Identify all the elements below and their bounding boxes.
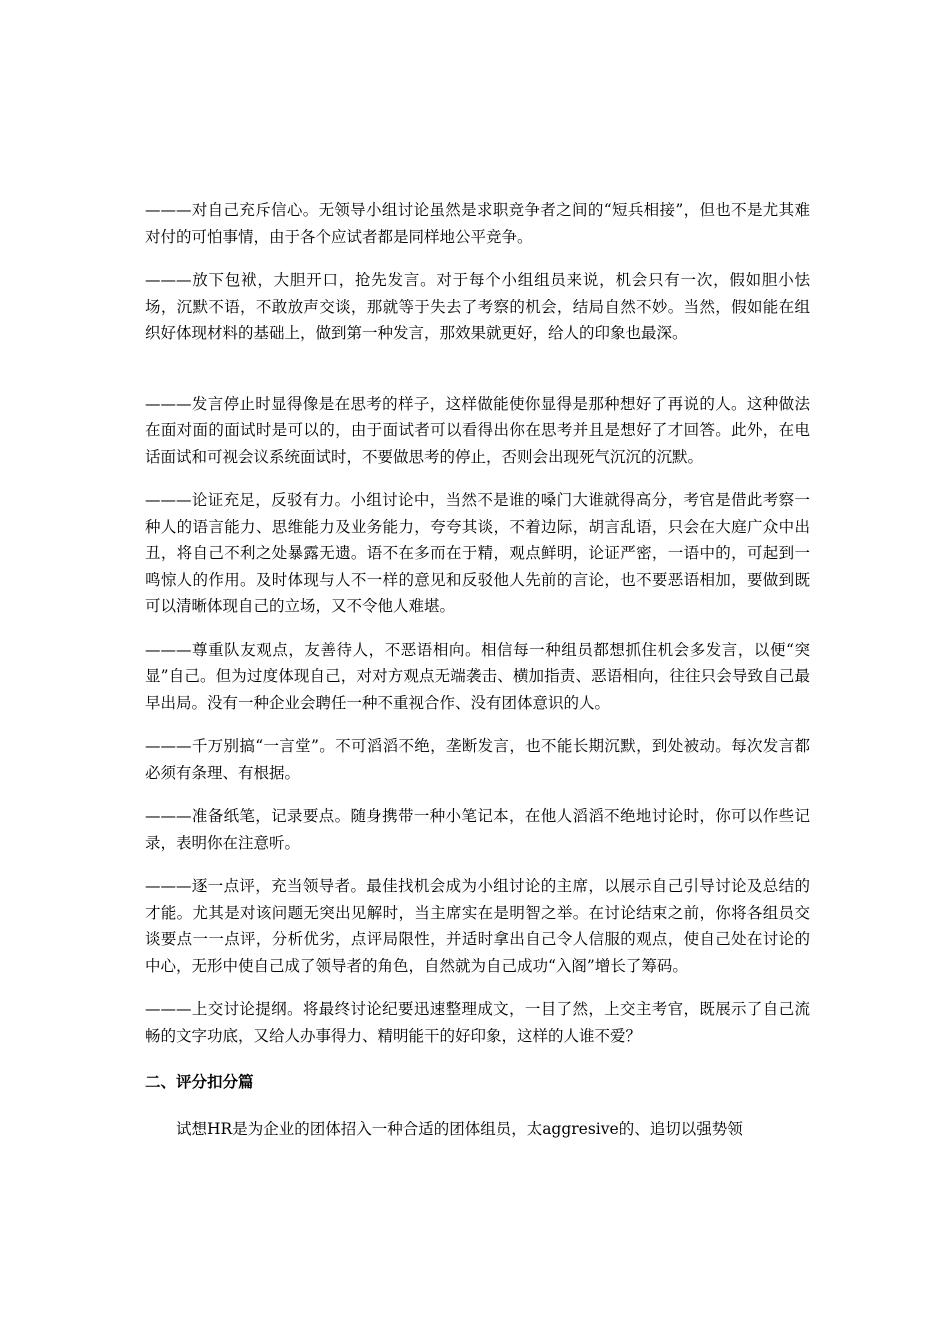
paragraph-respect-teammates: ———尊重队友观点，友善待人，不恶语相向。相信每一种组员都想抓住机会多发言，以便“突显”自己。但为过度体现自己，对对方观点无端袭击、横加指责、恶语相向，往往只会导致自己最早出局。没有一种企业会聘任一种不重视合作、没有团体意识的人。 <box>145 640 810 712</box>
paragraph-speak-first: ———放下包袱，大胆开口，抢先发言。对于每个小组组员来说，机会只有一次，假如胆小怯场，沉默不语，不敢放声交谈，那就等于失去了考察的机会，结局自然不妙。当然，假如能在组织好体现材料的基础上，做到第一种发言，那效果就更好，给人的印象也最深。 <box>145 271 810 342</box>
intro-paragraph: 试想HR是为企业的团体招入一种合适的团体组员，太aggresive的、追切以强势领 <box>176 1119 743 1138</box>
paragraph-take-notes: ———准备纸笔，记录要点。随身携带一种小笔记本，在他人滔滔不绝地讨论时，你可以作些记录，表明你在注意听。 <box>145 807 810 852</box>
paragraph-argument: ———论证充足，反驳有力。小组讨论中，当然不是谁的嗓门大谁就得高分，考官是借此考察一种人的语言能力、思维能力及业务能力，夸夸其谈，不着边际，胡言乱语，只会在大庭广众中出丑，将自己不利之处暴露无遗。语不在多而在于精，观点鲜明，论证严密，一语中的，可起到一鸣惊人的作用。及时体现与人不一样的意见和反驳他人先前的言论，也不要恶语相加，要做到既可以清晰体现自己的立场，又不令他人难堪。 <box>145 491 810 615</box>
paragraph-confidence: ———对自己充斥信心。无领导小组讨论虽然是求职竞争者之间的“短兵相接”，但也不是尤其难对付的可怕事情，由于各个应试者都是同样地公平竞争。 <box>145 201 810 246</box>
paragraph-submit-outline: ———上交讨论提纲。将最终讨论纪要迅速整理成文，一目了然，上交主考官，既展示了自己流畅的文字功底，又给人办事得力、精明能干的好印象，这样的人谁不爱？ <box>145 1000 810 1045</box>
paragraph-leader-review: ———逐一点评，充当领导者。最佳找机会成为小组讨论的主席，以展示自己引导讨论及总结的才能。尤其是对该问题无突出见解时，当主席实在是明智之举。在讨论结束之前，你将各组员交谈要点一一点评，分析优劣，点评局限性，并适时拿出自己令人信服的观点，使自己处在讨论的中心，无形中使自己成了领导者的角色，自然就为自己成功“入阁”增长了筹码。 <box>145 877 810 975</box>
section-heading: 二、评分扣分篇 <box>145 1073 254 1091</box>
paragraph-pause-thinking: ———发言停止时显得像是在思考的样子，这样做能使你显得是那种想好了再说的人。这种做法在面对面的面试时是可以的，由于面试者可以看得出你在思考并且是想好了才回答。此外，在电话面试和可视会议系统面试时，不要做思考的停止，否则会出现死气沉沉的沉默。 <box>145 394 810 466</box>
document-body <box>145 197 810 1142</box>
paragraph-no-monopoly: ———千万别搞“一言堂”。不可滔滔不绝，垄断发言，也不能长期沉默，到处被动。每次发言都必须有条理、有根据。 <box>145 737 810 782</box>
